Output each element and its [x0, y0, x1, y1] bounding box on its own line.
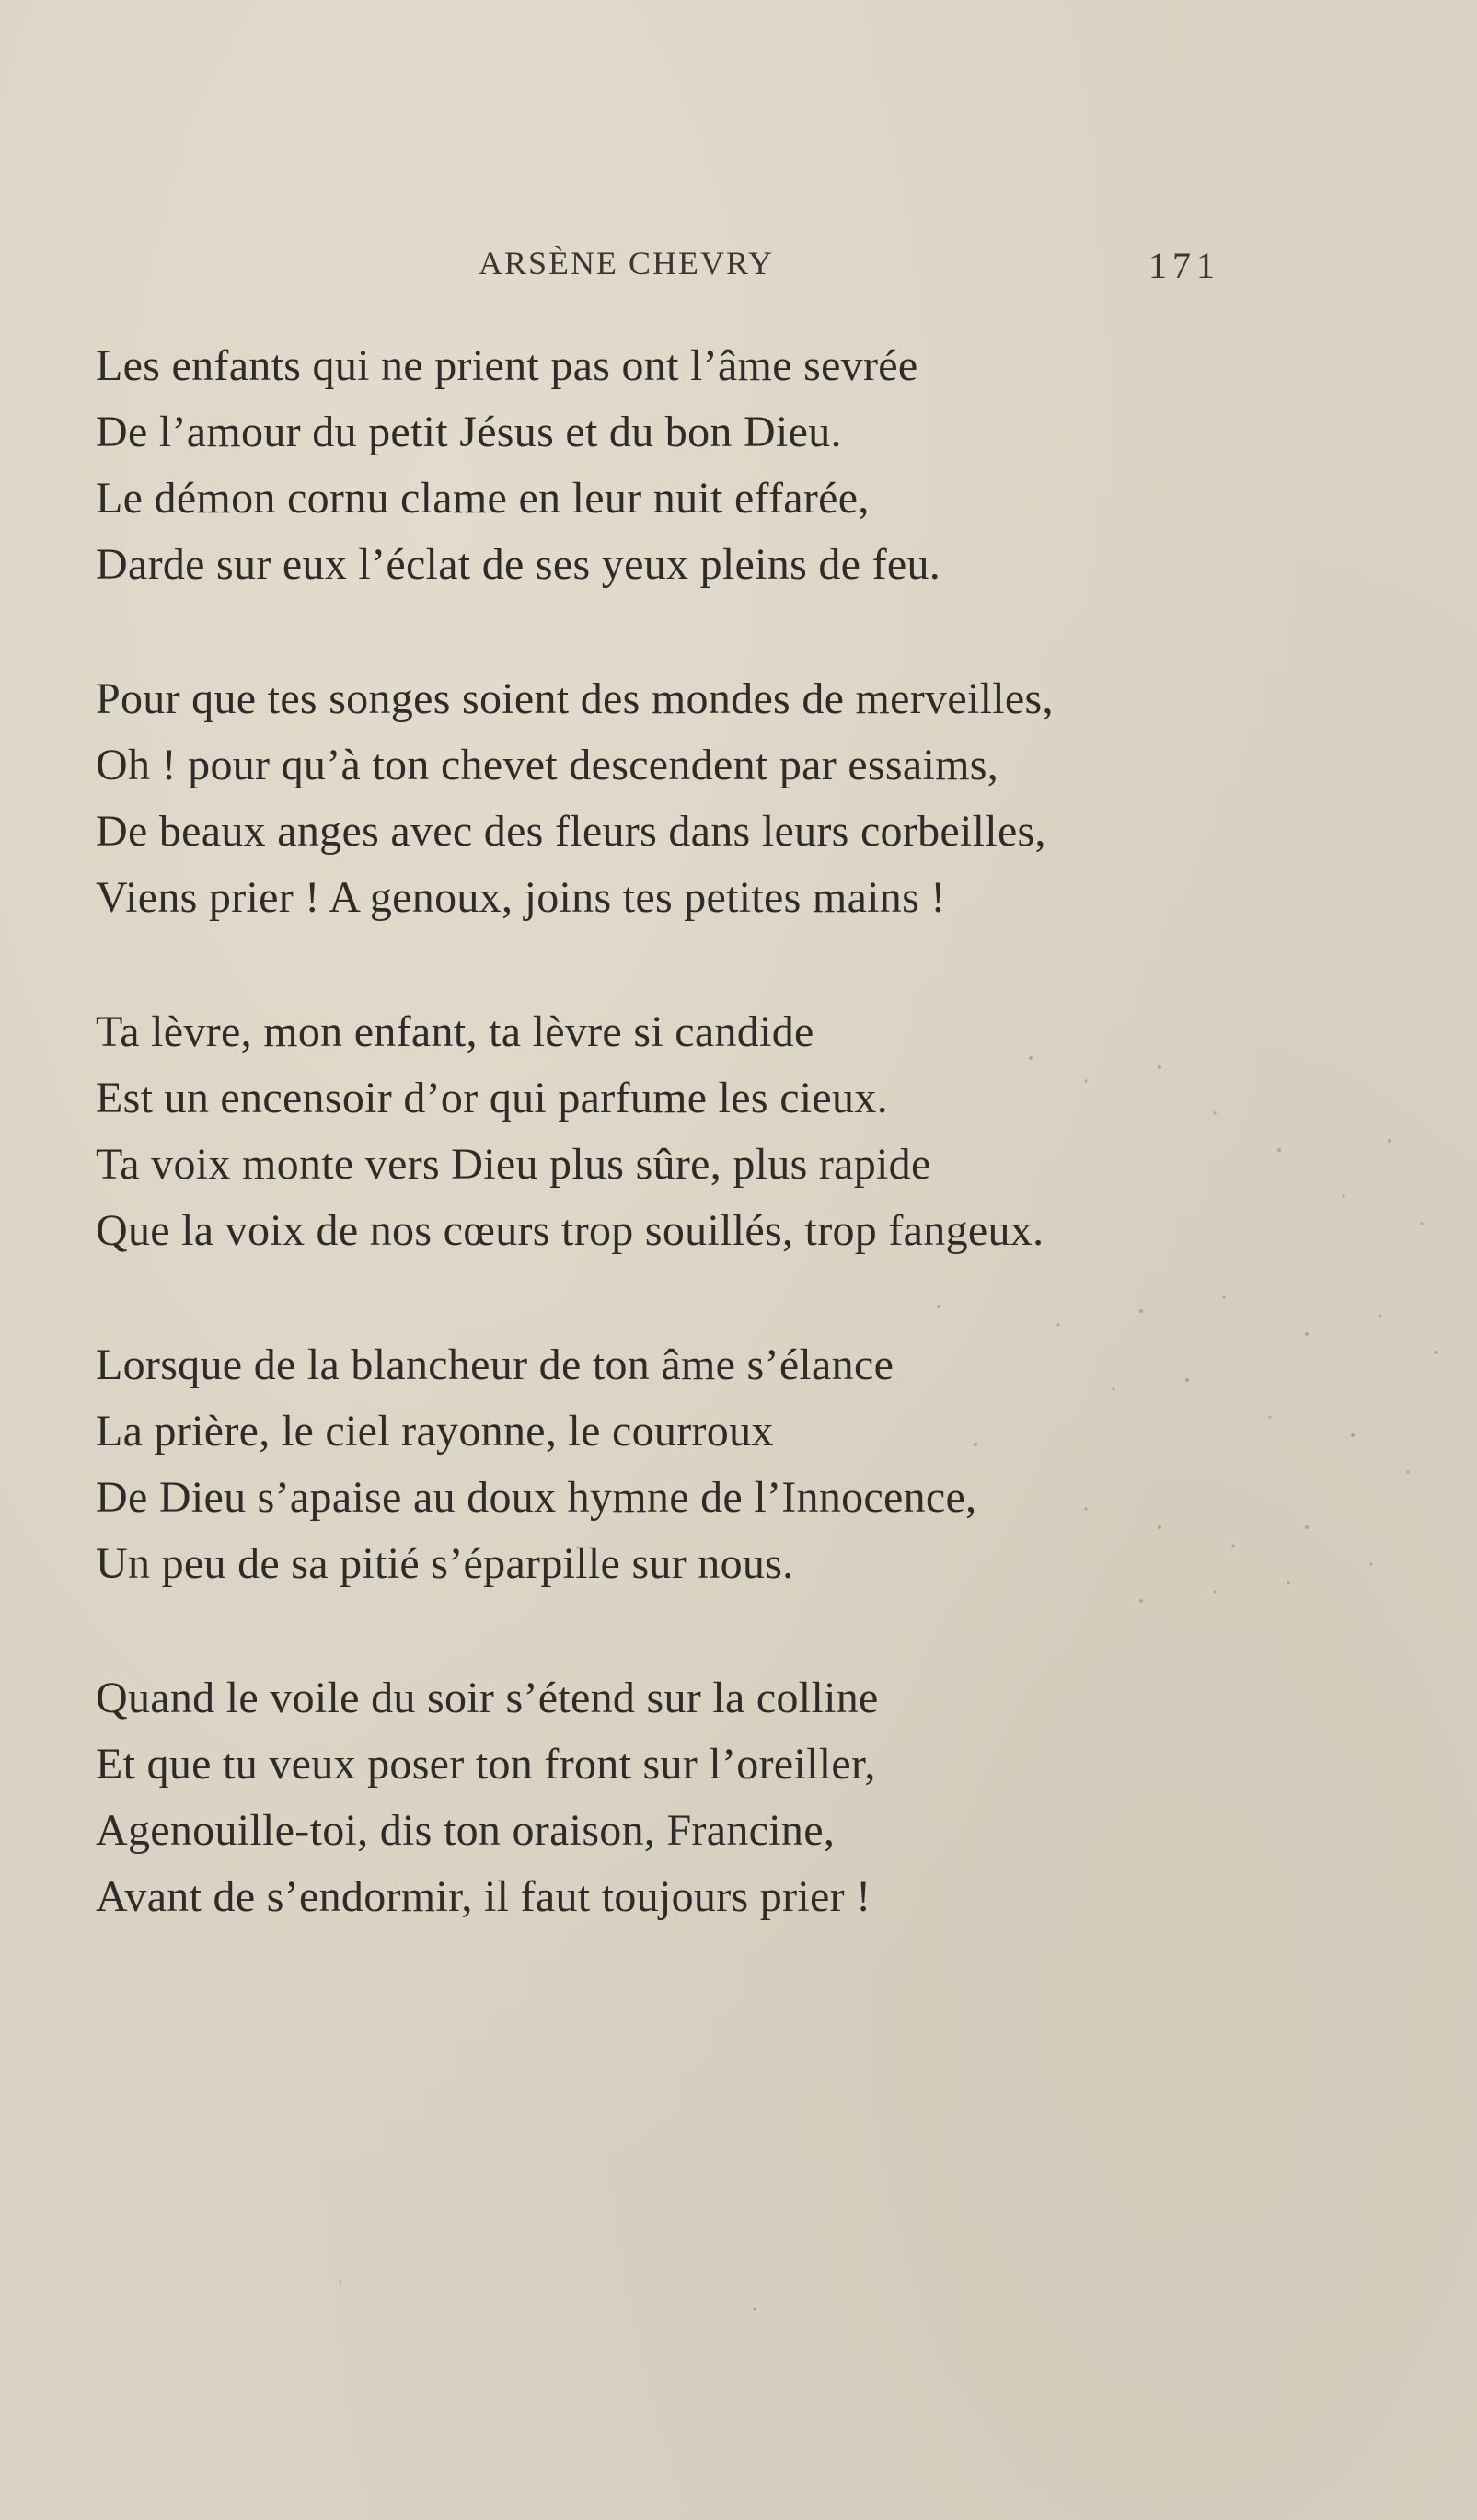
poem: [96, 333, 1384, 1998]
verse-line: Le démon cornu clame en leur nuit effarée,: [96, 474, 870, 523]
stanza-2: [96, 666, 1384, 931]
stanza-3: [96, 999, 1384, 1264]
verse-line: Lorsque de la blancheur de ton âme s’élance: [96, 1341, 894, 1389]
verse-line: Ta lèvre, mon enfant, ta lèvre si candide: [96, 1007, 814, 1056]
verse-line: De beaux anges avec des fleurs dans leurs corbeilles,: [96, 807, 1046, 856]
verse-line: Avant de s’endormir, il faut toujours prier !: [96, 1872, 871, 1921]
verse-line: Un peu de sa pitié s’éparpille sur nous.: [96, 1539, 794, 1588]
verse-line: Que la voix de nos cœurs trop souillés, trop fangeux.: [96, 1206, 1044, 1255]
verse-line: Pour que tes songes soient des mondes de merveilles,: [96, 674, 1054, 723]
stanza-5: [96, 1665, 1384, 1930]
verse-line: Quand le voile du soir s’étend sur la colline: [96, 1674, 879, 1722]
verse-line: Et que tu veux poser ton front sur l’oreiller,: [96, 1740, 876, 1789]
verse-line: Darde sur eux l’éclat de ses yeux pleins de feu.: [96, 540, 941, 589]
verse-line: Ta voix monte vers Dieu plus sûre, plus rapide: [96, 1140, 931, 1189]
verse-line: De Dieu s’apaise au doux hymne de l’Innocence,: [96, 1473, 977, 1522]
verse-line: De l’amour du petit Jésus et du bon Dieu.: [96, 408, 842, 456]
verse-line: Viens prier ! A genoux, joins tes petites mains !: [96, 873, 946, 922]
stanza-4: [96, 1332, 1384, 1597]
page-number: 171: [1148, 245, 1220, 286]
running-head: [0, 244, 1477, 290]
verse-line: La prière, le ciel rayonne, le courroux: [96, 1407, 774, 1456]
running-head-title: ARSÈNE CHEVRY: [479, 245, 775, 282]
verse-line: Oh ! pour qu’à ton chevet descendent par essaims,: [96, 741, 999, 789]
verse-line: Agenouille-toi, dis ton oraison, Francine,: [96, 1806, 836, 1855]
verse-line: Est un encensoir d’or qui parfume les cieux.: [96, 1074, 888, 1122]
stanza-1: [96, 333, 1384, 598]
verse-line: Les enfants qui ne prient pas ont l’âme sevrée: [96, 341, 918, 390]
